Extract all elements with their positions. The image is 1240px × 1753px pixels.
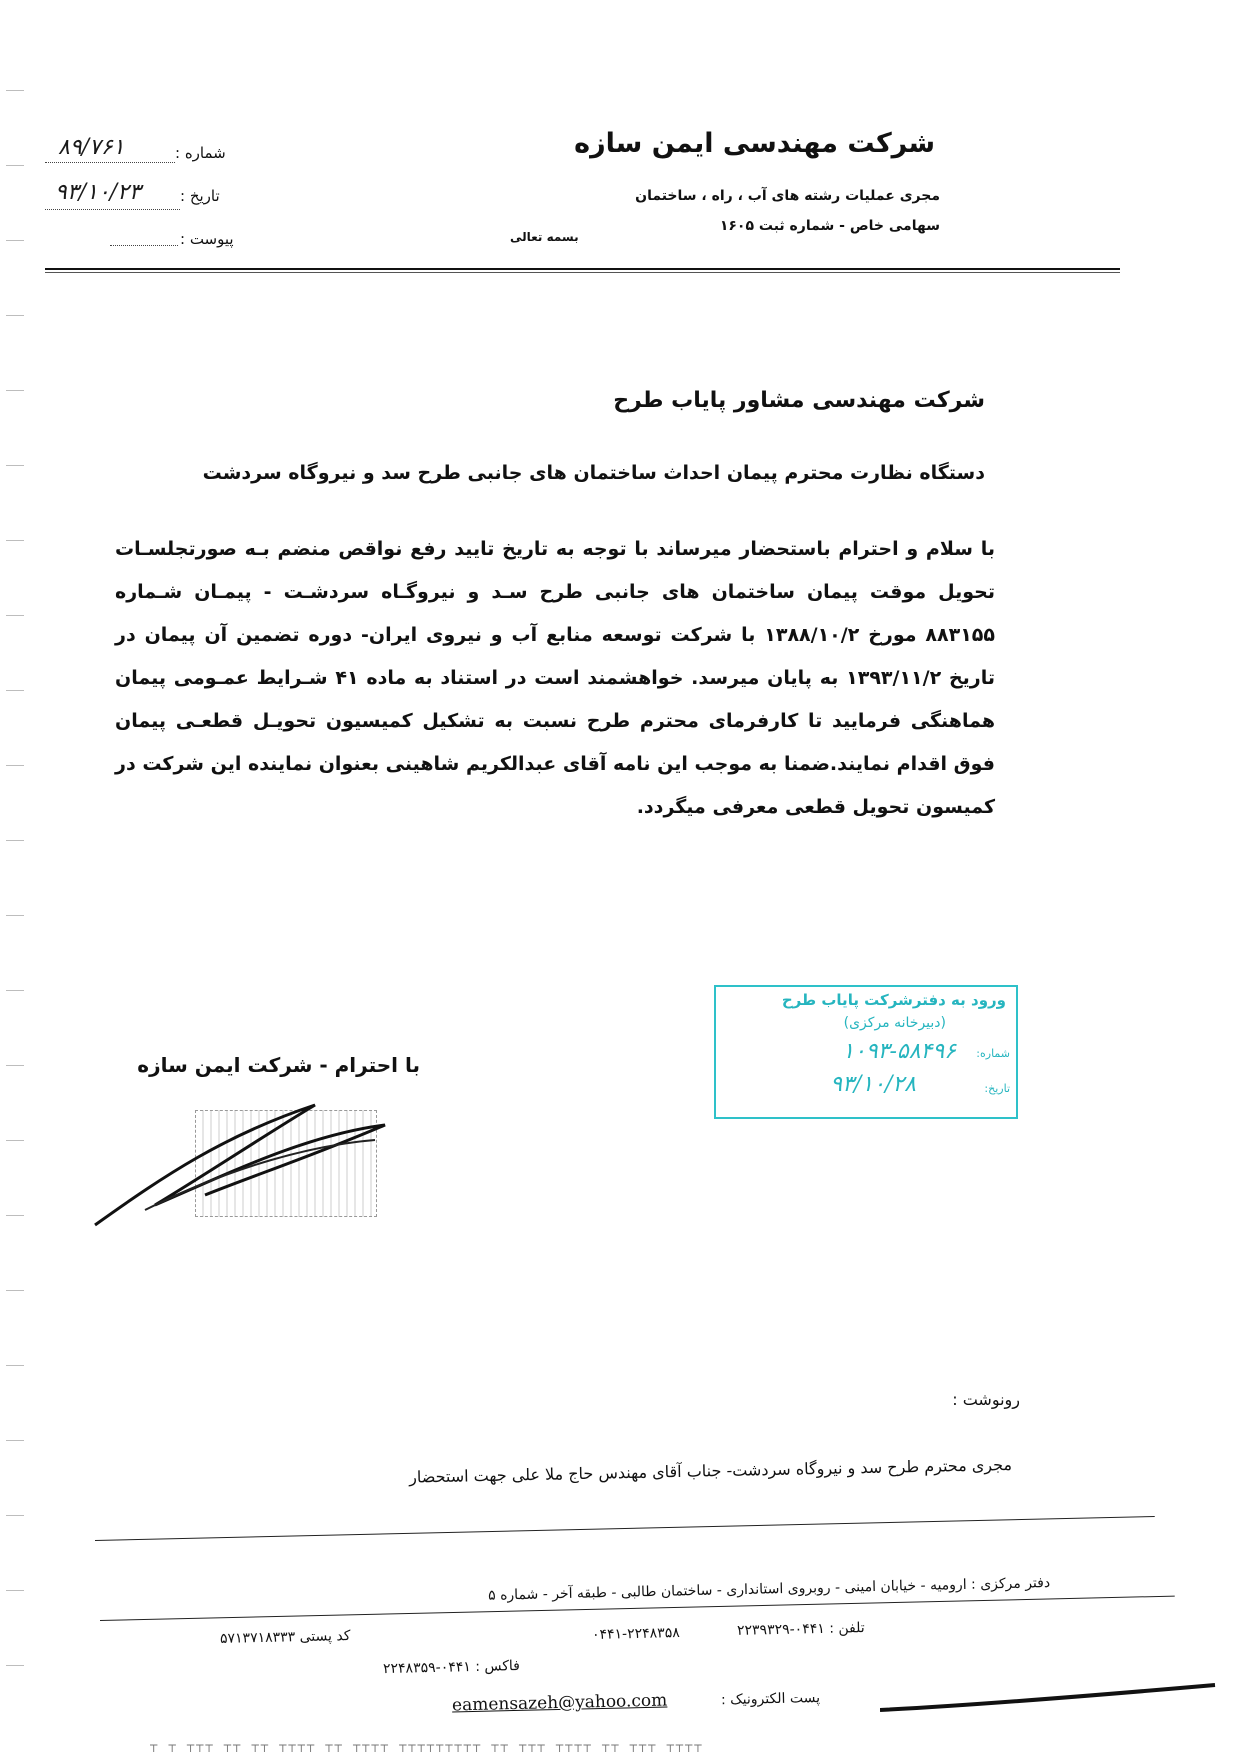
header-rule bbox=[45, 268, 1120, 270]
recipient: شرکت مهندسی مشاور پایاب طرح bbox=[613, 388, 985, 413]
number-dots bbox=[45, 162, 175, 164]
stamp-title: ورود به دفترشرکت پایاب طرح bbox=[781, 991, 1006, 1009]
date-label: تاریخ : bbox=[180, 187, 220, 205]
number-value: ۸۹/۷۶۱ bbox=[58, 135, 125, 160]
stamp-number-value: ۱۰۹۳-۵۸۴۹۶ bbox=[842, 1039, 956, 1064]
company-name: شرکت مهندسی ایمن سازه bbox=[574, 128, 935, 159]
footer-phone: تلفن : ۰۴۴۱-۲۲۳۹۳۲۹ bbox=[737, 1620, 866, 1639]
stamp-subtitle: (دبیرخانه مرکزی) bbox=[843, 1015, 946, 1031]
receipt-stamp bbox=[714, 985, 1018, 1119]
stamp-number-label: شماره: bbox=[976, 1047, 1010, 1060]
footer-rule-top bbox=[95, 1516, 1155, 1541]
footer-address: دفتر مرکزی : ارومیه - خیابان امینی - روبروی استانداری - ساختمان طالبی - طبقه آخر - شماره ۵ bbox=[487, 1575, 1051, 1604]
basmala: بسمه تعالی bbox=[510, 230, 579, 244]
footer-postal-code: کد پستی ۵۷۱۳۷۱۸۳۳۳ bbox=[219, 1628, 351, 1647]
footer-email-label: پست الکترونیک : bbox=[720, 1690, 821, 1709]
subject: دستگاه نظارت محترم پیمان احداث ساختمان های جانبی طرح سد و نیروگاه سردشت bbox=[202, 462, 985, 484]
footer-fax: فاکس : ۰۴۴۱-۲۲۴۸۳۵۹ bbox=[382, 1658, 521, 1678]
stamp-date-label: تاریخ: bbox=[984, 1082, 1010, 1095]
date-value: ۹۳/۱۰/۲۳ bbox=[55, 180, 141, 205]
cc-recipient: مجری محترم طرح سد و نیروگاه سردشت- جناب آقای مهندس حاج ملا علی جهت استحضار bbox=[408, 1455, 1013, 1487]
margin-ticks bbox=[0, 0, 30, 1753]
company-registration: سهامی خاص - شماره ثبت ۱۶۰۵ bbox=[719, 218, 940, 234]
scan-edge-artifact: ┬ ┬ ┬┬┬ ┬┬ ┬┬ ┬┬┬┬ ┬┬ ┬┬┬┬ ┬┬┬┬┬┬┬┬┬ ┬┬ ┬┬┬ ┬┬┬┬ ┬┬ ┬┬┬ ┬┬┬┬ bbox=[150, 1738, 704, 1752]
attachment-label: پیوست : bbox=[180, 230, 234, 248]
footer-phone2: ۰۴۴۱-۲۲۴۸۳۵۸ bbox=[592, 1625, 681, 1643]
company-activity: مجری عملیات رشته های آب ، راه ، ساختمان bbox=[635, 188, 940, 204]
signature bbox=[85, 1095, 405, 1235]
number-label: شماره : bbox=[175, 144, 226, 162]
cc-label: رونوشت : bbox=[952, 1390, 1020, 1409]
date-dots bbox=[45, 209, 180, 211]
letter-body: با سلام و احترام باستحضار میرساند با توجه به تاریخ تایید رفع نواقص منضم بـه صورتجلسـات تحویل موقت پیمان ساختمان های جانبی طرح سـد و نیروگـاه سردشـت - پیمـان شـماره ۸۸۳۱۵۵ مورخ ۱۳۸۸/۱۰/۲ با شرکت توسعه منابع آب و نیروی ایران- دوره تضمین آن پیمان در تاریخ ۱۳۹۳/۱۱/۲ به پایان میرسد. خواهشمند است در استناد به ماده ۴۱ شـرایط عمـومی پیمان هماهنگی فرمایید تا کارفرمای محترم طرح نسبت به تشکیل کمیسیون تحویـل قطعـی پیمان فوق اقدام نمایند.ضمنا به موجب این نامه آقای عبدالکریم شاهینی بعنوان نماینده این شرکت در کمیسون تحویل قطعی معرفی میگردد. bbox=[115, 538, 995, 818]
footer-email[interactable]: eamensazeh@yahoo.com bbox=[451, 1690, 668, 1716]
attachment-dots bbox=[110, 245, 178, 247]
stamp-date-value: ۹۳/۱۰/۲۸ bbox=[830, 1072, 916, 1097]
scan-artifact-stroke bbox=[880, 1680, 1220, 1720]
closing: با احترام - شرکت ایمن سازه bbox=[137, 1053, 420, 1077]
header-rule-thin bbox=[45, 272, 1120, 273]
